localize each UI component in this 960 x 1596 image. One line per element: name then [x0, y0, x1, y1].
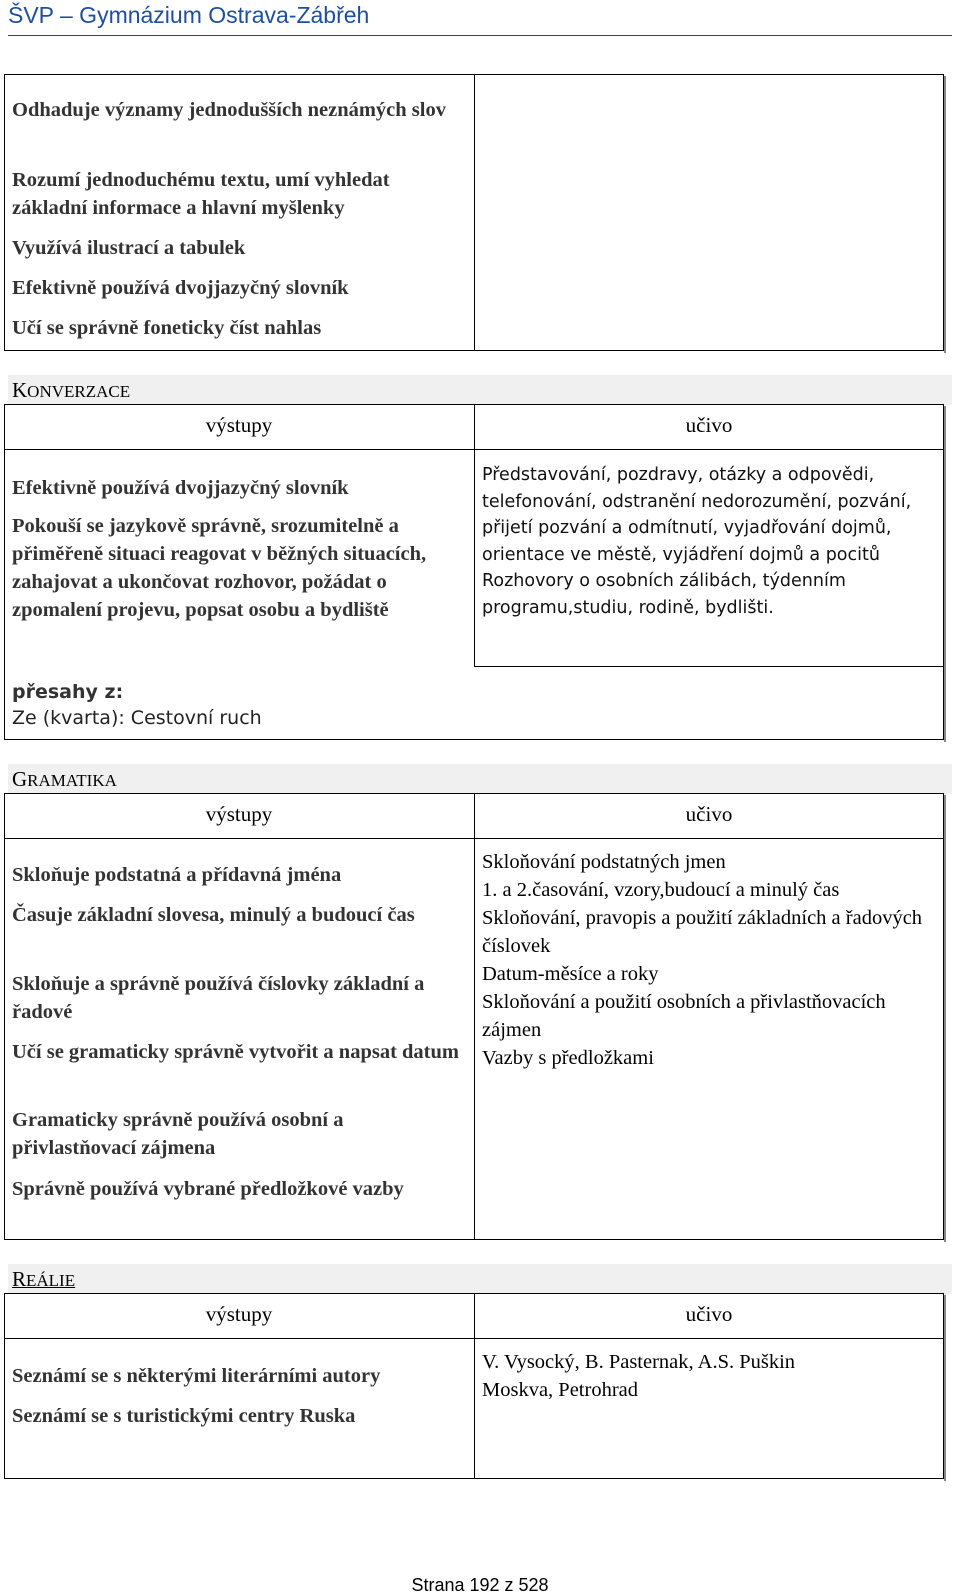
column-header-outputs: výstupy — [205, 1302, 273, 1326]
curriculum-line: Vazby s předložkami — [482, 1047, 654, 1069]
output-item: Seznámí se s turistickými centry Ruska — [12, 1405, 356, 1427]
curriculum-line: Skloňování, pravopis a použití základních a řadových číslovek — [482, 907, 923, 957]
column-header-curriculum: učivo — [685, 1302, 733, 1326]
section-heading-cap: K — [12, 378, 28, 402]
section-heading-konverzace — [8, 375, 952, 405]
output-item: Využívá ilustrací a tabulek — [12, 237, 246, 259]
output-item: Časuje základní slovesa, minulý a budoucí čas — [12, 904, 415, 926]
output-item: Učí se gramaticky správně vytvořit a napsat datum — [12, 1041, 459, 1063]
curriculum-line: Datum-měsíce a roky — [482, 963, 659, 985]
curriculum-line: Moskva, Petrohrad — [482, 1379, 639, 1401]
overlaps-value: Ze (kvarta): Cestovní ruch — [12, 707, 262, 729]
output-item: Efektivně používá dvojjazyčný slovník — [12, 477, 349, 499]
output-item: Efektivně používá dvojjazyčný slovník — [12, 277, 349, 299]
curriculum-line: 1. a 2.časování, vzory,budoucí a minulý čas — [482, 879, 840, 901]
output-item: Rozumí jednoduchému textu, umí vyhledat základní informace a hlavní myšlenky — [12, 169, 390, 219]
column-header-curriculum: učivo — [685, 413, 733, 437]
curriculum-line: Skloňování podstatných jmen — [482, 851, 726, 873]
output-item: Odhaduje významy jednodušších neznámých slov — [12, 99, 446, 121]
section-heading-rest: EÁLIE — [26, 1271, 76, 1290]
output-item: Pokouší se jazykově správně, srozumitelně a přiměřeně situaci reagovat v běžných situacích, zahajovat a ukončovat rozhovor, požádat o zpomalení projevu, popsat osobu a bydliště — [12, 515, 427, 621]
table-column-divider — [474, 404, 475, 666]
continued-table-column-divider — [474, 74, 475, 351]
column-header-outputs: výstupy — [205, 413, 273, 437]
column-header-outputs: výstupy — [205, 802, 273, 826]
section-heading-realie — [8, 1264, 952, 1294]
overlaps-label: přesahy z: — [12, 681, 124, 703]
section-heading-rest: ONVERZACE — [27, 382, 131, 401]
output-item: Skloňuje a správně používá číslovky základní a řadové — [12, 973, 425, 1023]
output-item: Skloňuje podstatná a přídavná jména — [12, 864, 342, 886]
output-item: Správně používá vybrané předložkové vazby — [12, 1178, 404, 1200]
curriculum-text: Představování, pozdravy, otázky a odpovědi, telefonování, odstranění nedorozumění, pozvání, přijetí pozvání a odmítnutí, vyjadřování dojmů, orientace ve městě, vyjádření dojmů a pocitů Rozhovory o osobních zálibách, týdenním programu,studiu, rodině, bydlišti. — [482, 465, 912, 618]
curriculum-line: Skloňování a použití osobních a přivlastňovacích zájmen — [482, 991, 886, 1041]
section-heading-gramatika — [8, 764, 952, 794]
output-item: Gramaticky správně používá osobní a přivlastňovací zájmena — [12, 1109, 344, 1159]
table-column-divider — [474, 793, 475, 1240]
section-heading-rest: RAMATIKA — [27, 771, 117, 790]
output-item: Učí se správně foneticky číst nahlas — [12, 317, 322, 339]
document-header-title: ŠVP – Gymnázium Ostrava-Zábřeh — [8, 2, 370, 28]
table-row-divider — [474, 666, 944, 667]
curriculum-line: V. Vysocký, B. Pasternak, A.S. Puškin — [482, 1351, 796, 1373]
section-heading-cap: G — [12, 767, 28, 791]
column-header-curriculum: učivo — [685, 802, 733, 826]
output-item: Seznámí se s některými literárními autory — [12, 1365, 381, 1387]
page-number: Strana 192 z 528 — [411, 1575, 549, 1595]
section-heading-cap: R — [12, 1267, 27, 1291]
header-divider — [8, 35, 952, 36]
